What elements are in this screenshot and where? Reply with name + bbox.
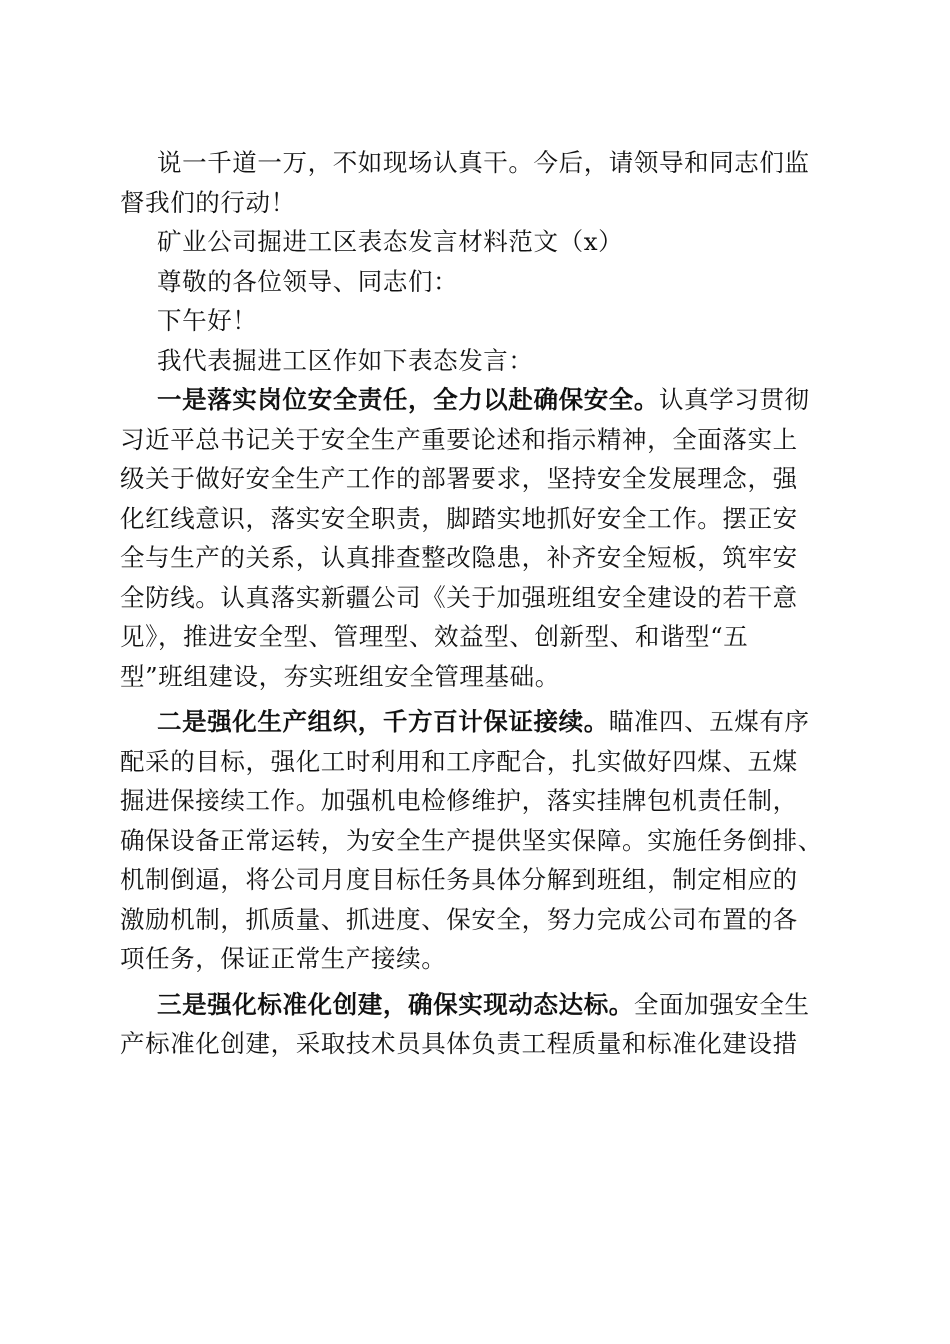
section-3-first-line	[120, 985, 832, 1025]
section-1-line: 见》，推进安全型、管理型、效益型、创新型、和谐型“五	[120, 622, 749, 651]
section-1-first-line	[120, 380, 832, 420]
intro-line-2: 督我们的行动！	[120, 187, 296, 217]
section-2-line: 确保设备正常运转，为安全生产提供坚实保障。实施任务倒排、	[120, 825, 823, 855]
section-2-line: 机制倒逼，将公司月度目标任务具体分解到班组，制定相应的	[120, 865, 798, 894]
document-body	[120, 143, 832, 1064]
section-2-line: 掘进保接续工作。加强机电检修维护，落实挂牌包机责任制，	[120, 786, 798, 815]
section-3-text-start: 全面加强安全生	[633, 989, 810, 1019]
greeting: 下午好！	[157, 306, 258, 335]
section-2-heading: 二是强化生产组织，千方百计保证接续。	[157, 707, 609, 736]
document-title: 矿业公司掘进工区表态发言材料范文（x）	[157, 227, 624, 256]
intro-line-1: 说一千道一万，不如现场认真干。今后，请领导和同志们监	[157, 148, 810, 177]
section-2-text-start: 瞄准四、五煤有序	[608, 707, 810, 736]
section-1-text-start: 认真学习贯彻	[659, 385, 810, 414]
section-2-first-line	[120, 702, 832, 742]
section-2-line: 项任务，保证正常生产接续。	[120, 944, 447, 973]
section-3-heading: 三是强化标准化创建，确保实现动态达标。	[157, 989, 634, 1019]
section-1-line: 化红线意识，落实安全职责，脚踏实地抓好安全工作。摆正安	[120, 503, 798, 533]
section-2-line: 配采的目标，强化工时利用和工序配合，扎实做好四煤、五煤	[120, 746, 798, 776]
section-2-line: 激励机制，抓质量、抓进度、保安全，努力完成公司布置的各	[120, 904, 798, 934]
salutation: 尊敬的各位领导、同志们：	[157, 266, 459, 296]
section-1-line: 全与生产的关系，认真排查整改隐患，补齐安全短板，筑牢安	[120, 543, 798, 572]
section-1-line: 型”班组建设，夯实班组安全管理基础。	[120, 661, 560, 691]
opening-statement: 我代表掘进工区作如下表态发言：	[157, 345, 534, 375]
section-1-line: 习近平总书记关于安全生产重要论述和指示精神，全面落实上	[120, 424, 798, 454]
section-3-line: 产标准化创建，采取技术员具体负责工程质量和标准化建设措	[120, 1029, 798, 1058]
section-1-line: 级关于做好安全生产工作的部署要求，坚持安全发展理念，强	[120, 464, 798, 493]
section-1-heading: 一是落实岗位安全责任，全力以赴确保安全。	[157, 385, 659, 414]
section-1-line: 全防线。认真落实新疆公司《关于加强班组安全建设的若干意	[120, 582, 798, 612]
